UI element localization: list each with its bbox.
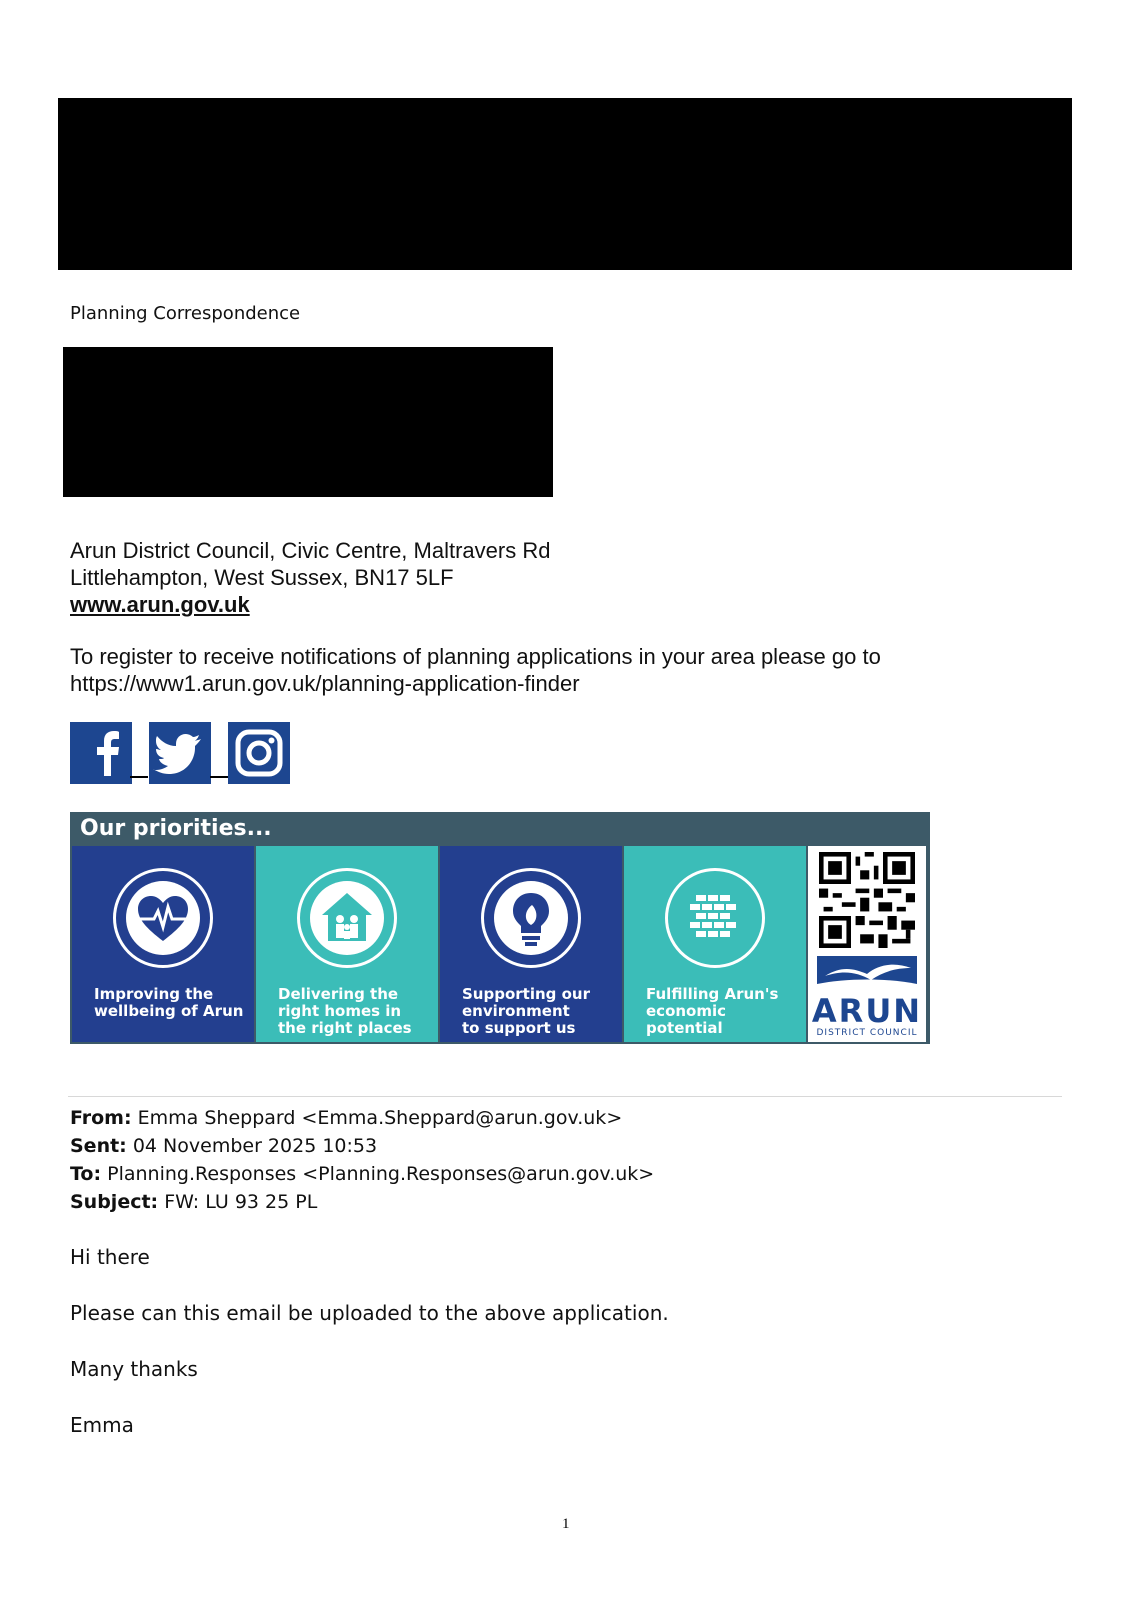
email-divider	[68, 1096, 1062, 1097]
priority-tile-homes	[256, 846, 438, 1042]
twitter-icon[interactable]	[149, 722, 211, 784]
priority-caption: Improving the wellbeing of Arun	[94, 985, 244, 1020]
notification-notice	[70, 643, 881, 697]
logo-name: ARUN	[811, 992, 923, 1030]
page-number: 1	[562, 1516, 570, 1532]
priority-caption: Supporting our environment to support us	[462, 985, 590, 1037]
logo-subtitle: DISTRICT COUNCIL	[816, 1028, 918, 1038]
priority-caption: Delivering the right homes in the right places	[278, 985, 412, 1037]
facebook-icon[interactable]	[70, 722, 132, 784]
redacted-header-block	[58, 98, 1072, 270]
instagram-icon[interactable]	[228, 722, 290, 784]
brick-wall-icon	[678, 881, 752, 955]
email-greeting: Hi there	[70, 1245, 150, 1269]
notice-url[interactable]: https://www1.arun.gov.uk/planning-application-finder	[70, 671, 580, 696]
redacted-signature-block	[63, 347, 553, 497]
lightbulb-leaf-icon	[494, 881, 568, 955]
house-family-icon	[310, 881, 384, 955]
email-sent: Sent: 04 November 2025 10:53	[70, 1135, 378, 1157]
email-header	[70, 1104, 654, 1216]
section-label: Planning Correspondence	[70, 303, 301, 324]
social-separator	[130, 776, 148, 778]
social-separator	[210, 776, 228, 778]
seagull-logo-icon	[817, 956, 917, 990]
priorities-banner	[70, 812, 930, 1044]
priority-caption: Fulfilling Arun's economic potential	[646, 985, 779, 1037]
logo-tile	[808, 846, 926, 1042]
council-address	[70, 537, 550, 618]
address-line-2: Littlehampton, West Sussex, BN17 5LF	[70, 565, 454, 590]
heart-icon	[126, 881, 200, 955]
priority-tile-wellbeing	[72, 846, 254, 1042]
qr-code-icon	[819, 852, 915, 948]
website-link[interactable]: www.arun.gov.uk	[70, 592, 250, 617]
banner-title: Our priorities...	[80, 816, 272, 841]
email-sender-name: Emma	[70, 1413, 134, 1437]
email-body: Please can this email be uploaded to the above application.	[70, 1301, 669, 1325]
notice-line-1: To register to receive notifications of planning applications in your area please go to	[70, 644, 881, 669]
priority-tile-economy	[624, 846, 806, 1042]
email-subject: Subject: FW: LU 93 25 PL	[70, 1191, 318, 1213]
email-to: To: Planning.Responses <Planning.Responses@arun.gov.uk>	[70, 1163, 655, 1185]
priority-tile-environment	[440, 846, 622, 1042]
email-signoff: Many thanks	[70, 1357, 198, 1381]
address-line-1: Arun District Council, Civic Centre, Maltravers Rd	[70, 538, 551, 563]
email-from: From: Emma Sheppard <Emma.Sheppard@arun.gov.uk>	[70, 1107, 623, 1129]
